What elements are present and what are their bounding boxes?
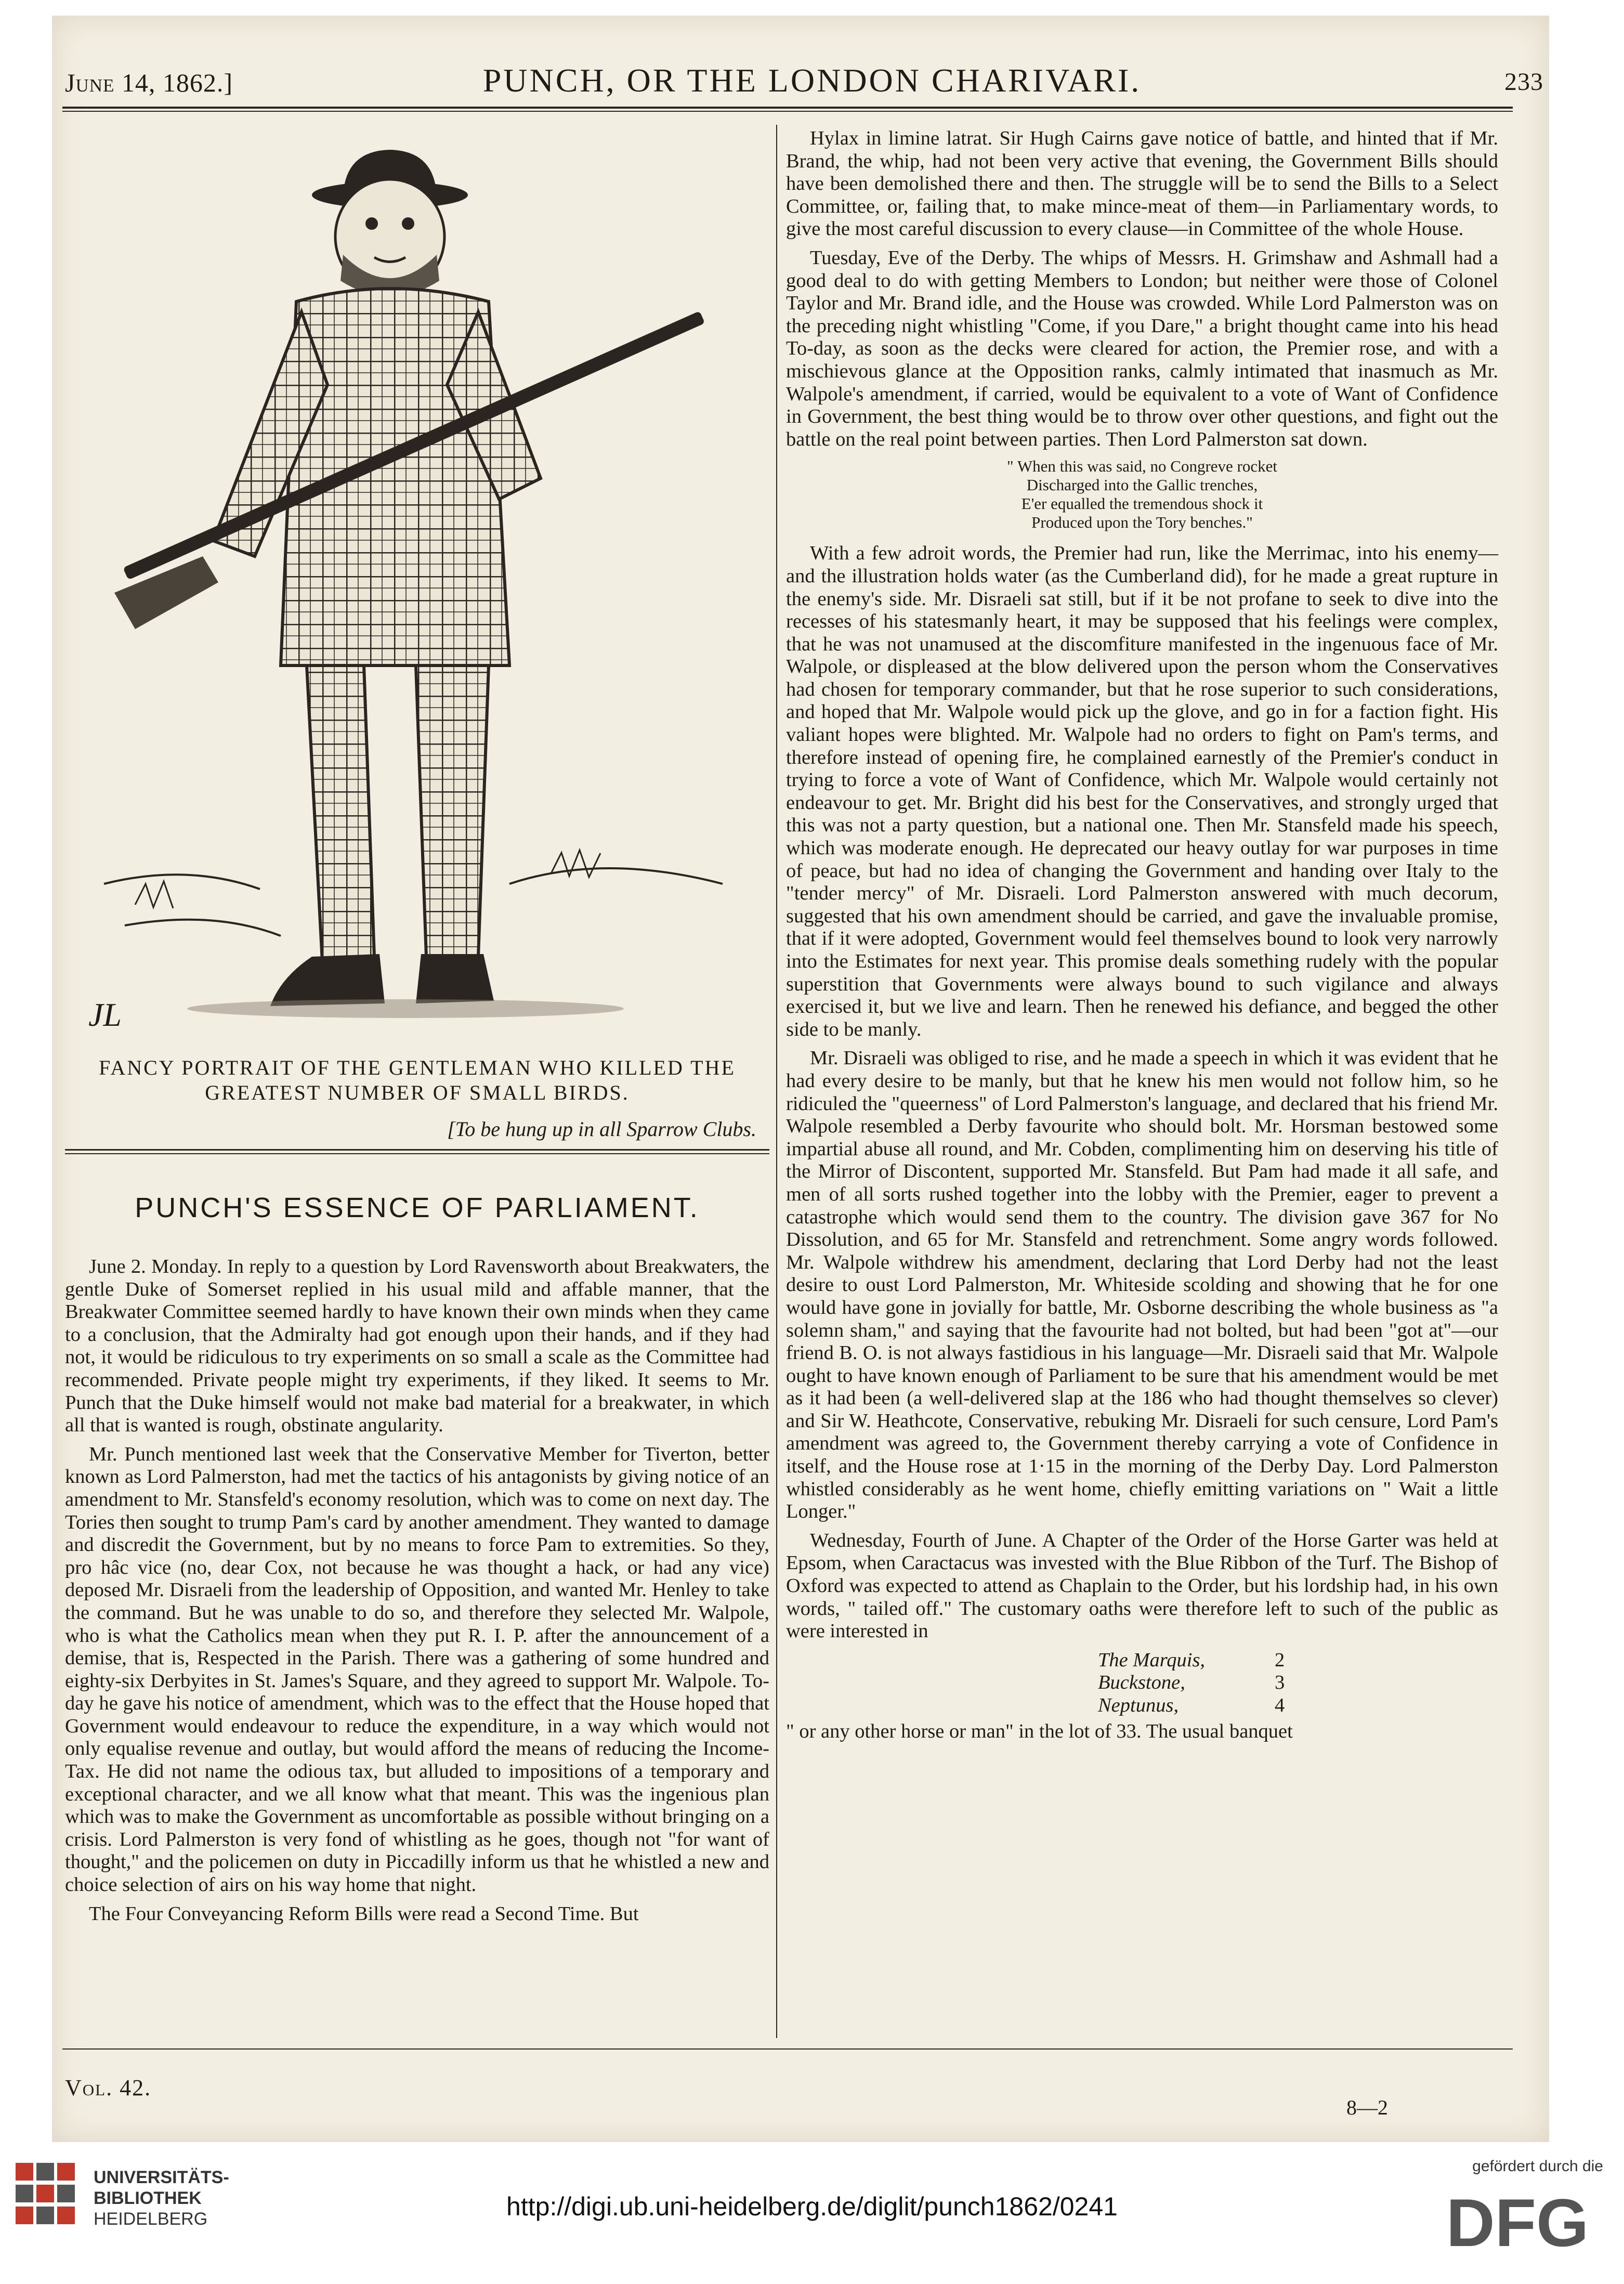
odds-value: 2 xyxy=(1275,1649,1285,1671)
column-divider xyxy=(776,125,777,2038)
odds-name: The Marquis, xyxy=(1098,1649,1206,1671)
printer-signature: 8—2 xyxy=(1346,2096,1388,2119)
header-rule-thin xyxy=(62,111,1513,112)
right-paragraph-2: Tuesday, Eve of the Derby. The whips of Messrs. H. Grimshaw and Ashmall had a good deal to do with getting Members to London; but neither were those of Colonel Taylor and Mr. Brand idle, and the House was crowded. While Lord Palmerston was on the preceding night whistling "Come, if you Dare," a bright thought came into his head To-day, as soon as the decks were cleared for action, the Premier rose, and with a mischievous glance at the Opposition ranks, calmly intimated that inasmuch as Mr. Walpole's amendment, if carried, would be equivalent to a vote of Want of Confidence in Government, the best thing would be to throw over other questions, and fight out the battle on the real point between parties. Then Lord Palmerston sat down. xyxy=(786,246,1498,450)
odds-value: 4 xyxy=(1275,1694,1285,1716)
left-column-text xyxy=(65,1256,769,1931)
footer-rule xyxy=(62,2048,1513,2050)
odds-list xyxy=(1098,1649,1498,1717)
right-paragraph-5: Wednesday, Fourth of June. A Chapter of the Order of the Horse Garter was held at Epsom, when Caractacus was invested with the Blue Ribbon of the Turf. The Bishop of Oxford was expected to attend as Chaplain to the Order, but his lordship had, in his own words, " tailed off." The customary oaths were therefore left to such of the public as were interested in xyxy=(786,1529,1498,1642)
illustration-caption xyxy=(65,1055,769,1105)
odds-name: Neptunus, xyxy=(1098,1694,1179,1716)
essence-heading: PUNCH'S ESSENCE OF PARLIAMENT. xyxy=(135,1192,700,1223)
gentleman-with-gun-illustration xyxy=(83,146,759,1029)
right-paragraph-1: Hylax in limine latrat. Sir Hugh Cairns gave notice of battle, and hinted that if Mr. Brand, the whip, had not been very active that evening, the Government Bills should have been demolished there and then. The struggle will be to send the Bills to a Select Committee, or, failing that, to make mince-meat of them—in Parliamentary words, to give the most careful discussion to every clause—in Committee of the whole House. xyxy=(786,127,1498,240)
essence-paragraph-3: The Four Conveyancing Reform Bills were read a Second Time. But xyxy=(89,1902,639,1925)
dfg-logo xyxy=(1432,2181,1603,2259)
verse-line-3: E'er equalled the tremendous shock it xyxy=(1021,494,1263,513)
header-title: PUNCH, OR THE LONDON CHARIVARI. xyxy=(482,62,1142,99)
odds-row xyxy=(1098,1649,1498,1672)
right-paragraph-6: " or any other horse or man" in the lot of 33. The usual banquet xyxy=(786,1720,1293,1742)
verse-line-1: " When this was said, no Congreve rocket xyxy=(1006,457,1278,476)
section-rule-thin xyxy=(65,1153,769,1154)
section-rule xyxy=(65,1149,769,1151)
caption-line-1: FANCY PORTRAIT OF THE GENTLEMAN WHO KILLED THE xyxy=(99,1056,736,1079)
essence-paragraph-2: Mr. Punch mentioned last week that the Conservative Member for Tiverton, better known as Lord Palmerston, had met the tactics of his antagonists by giving notice of an amendment to Mr. Stansfeld's economy resolution, which was to come on next day. The Tories then sought to trump Pam's card by another amendment. They wanted to damage and discredit the Government, but by no means to force Pam to extremities. So they, pro hâc vice (no, dear Cox, not because he was thought a hack, or had any vice) deposed Mr. Disraeli from the leadership of Opposition, and wanted Mr. Henley to take the command. But he was unable to do so, and therefore they selected Mr. Walpole, who is what the Catholics mean when they put R. I. P. after the announcement of a demise, that is, Respected in the Parish. There was a gathering of some hundred and eighty-six Derbyites in St. James's Square, and they agreed to support Mr. Walpole. To-day he gave his notice of amendment, which was to the effect that the House hoped that Government would endeavour to reduce the expenditure, in a way which would not only equalise revenue and outlay, but would afford the means of reducing the Income-Tax. He did not name the odious tax, but alluded to impositions of a temporary and exceptional character, and we all know what that meant. This was the ingenious plan which was to make the Government as uncomfortable as possible without bringing on a crisis. Lord Palmerston is very fond of whistling as he goes, though not "for want of thought," and the policemen on duty in Piccadilly inform us that he whistled a new and choice selection of airs on his way home that night. xyxy=(65,1443,769,1896)
library-line-3: HEIDELBERG xyxy=(94,2209,208,2229)
odds-value: 3 xyxy=(1275,1672,1285,1694)
verse-quote xyxy=(786,457,1498,532)
volume-label: Vol. 42. xyxy=(65,2075,152,2100)
right-paragraph-3: With a few adroit words, the Premier had run, like the Merrimac, into his enemy—and the illustration holds water (as the Cumberland did), for he made a great rupture in the enemy's side. Mr. Disraeli sat still, but if it be not profane to seek to dive into the recesses of his statesmanly heart, it may be supposed that his feelings were complex, that he was not unamused at the discomfiture manifested in the ingenuous face of Mr. Walpole, or displeased at the blow delivered upon the person whom the Conservatives had chosen for temporary commander, but that he rose superior to such considerations, and hoped that Mr. Walpole would pick up the glove, and go in for a faction fight. His valiant hopes were blighted. Mr. Walpole had no orders to fight on Pam's terms, and therefore instead of opening fire, he complained earnestly of the Premier's conduct in trying to force a vote of Want of Confidence, which Mr. Walpole would certainly not endeavour to get. Mr. Bright did his best for the Conservatives, and strongly urged that this was not a party question, but a national one. Then Mr. Stansfeld made his speech, which was moderate enough. He deprecated our heavy outlay for war purposes in time of peace, but had no idea of changing the Government and handing over Italy to the "tender mercy" of Mr. Disraeli. Lord Palmerston answered with much decorum, suggested that his own amendment should be carried, and gave the invaluable promise, that if it were adopted, Government would feel themselves bound to look very narrowly into the Estimates for next year. This promise deals something rudely with the popular superstition that Governments were always bound to such vigilance and always exercised it, but we live and learn. Then he renewed his defiance, and begged the other side to be manly. xyxy=(786,542,1498,1040)
right-column-text xyxy=(786,127,1498,1749)
odds-name: Buckstone, xyxy=(1098,1672,1185,1694)
right-paragraph-4: Mr. Disraeli was obliged to rise, and he made a speech in which it was evident that he had every desire to be manly, but that he knew his men would not follow him, so he ridiculed the "queerness" of Lord Palmerston's language, and declared that his friend Mr. Walpole resembled a Derby favourite who should bolt. Mr. Horsman bestowed some impartial abuse all round, and Mr. Cobden, complimenting him on deserving his title of the Mirror of Discontent, supported Mr. Stansfeld. But Pam had made it all safe, and men of all sorts rushed together into the lobby with the Premier, eager to prevent a catastrophe which would send them to the country. The division gave 367 for No Dissolution, and 65 for Mr. Stansfeld and retrenchment. Some angry words followed. Mr. Walpole withdrew his amendment, declaring that Lord Derby had not the least desire to oust Lord Palmerston, Mr. Whiteside scolding and showing that he for one would have gone in jovially for battle, Mr. Osborne describing the whole business as "a solemn sham," and saying that the favourite had not bolted, but had been "got at"—our friend B. O. is not always fastidious in his language—Mr. Disraeli said that Mr. Walpole ought to have known enough of Parliament to be sure that his amendment would be met as it had been (a well-delivered slap at the 186 who had thought themselves so clever) and Sir W. Heathcote, Conservative, rebuking Mr. Disraeli for such censure, Lord Pam's amendment was agreed to, the Government thereby carrying a vote of Confidence in itself, and the House rose at 1·15 in the morning of the Derby Day. Lord Palmerston whistled considerably as he went home, chiefly emitting variations on " Wait a little Longer." xyxy=(786,1047,1498,1523)
verse-line-4: Produced upon the Tory benches." xyxy=(1031,513,1253,532)
dfg-logo-text: DFG xyxy=(1446,2185,1589,2259)
verse-line-2: Discharged into the Gallic trenches, xyxy=(1026,476,1258,494)
source-url-link[interactable]: http://digi.ub.uni-heidelberg.de/diglit/punch1862/0241 xyxy=(506,2192,1118,2221)
odds-row xyxy=(1098,1694,1498,1717)
library-line-1: UNIVERSITÄTS- xyxy=(94,2168,229,2187)
funding-note: gefördert durch die xyxy=(1472,2158,1603,2175)
header-date: June 14, 1862.] xyxy=(65,68,233,97)
caption-line-2: GREATEST NUMBER OF SMALL BIRDS. xyxy=(205,1081,630,1104)
odds-row xyxy=(1098,1672,1498,1694)
artist-signature: JL xyxy=(88,996,122,1033)
header-rule xyxy=(62,107,1513,109)
library-line-2: BIBLIOTHEK xyxy=(94,2188,202,2208)
caption-subtitle: [To be hung up in all Sparrow Clubs. xyxy=(447,1117,756,1141)
essence-paragraph-1: June 2. Monday. In reply to a question by Lord Ravensworth about Breakwaters, the gentle Duke of Somerset replied in his usual mild and affable manner, that the Breakwater Committee seemed hardly to have known their own minds when they came to a conclusion, that the Admiralty had got enough upon their hands, and if they had not, it would be ridiculous to try experiments on so small a scale as the Committee had recommended. Private people might try experiments, if they liked. It seems to Mr. Punch that the Duke himself would not make bad material for a breakwater, in which all that is wanted is rough, obstinate angularity. xyxy=(65,1256,769,1437)
header-page-number: 233 xyxy=(1504,68,1543,96)
